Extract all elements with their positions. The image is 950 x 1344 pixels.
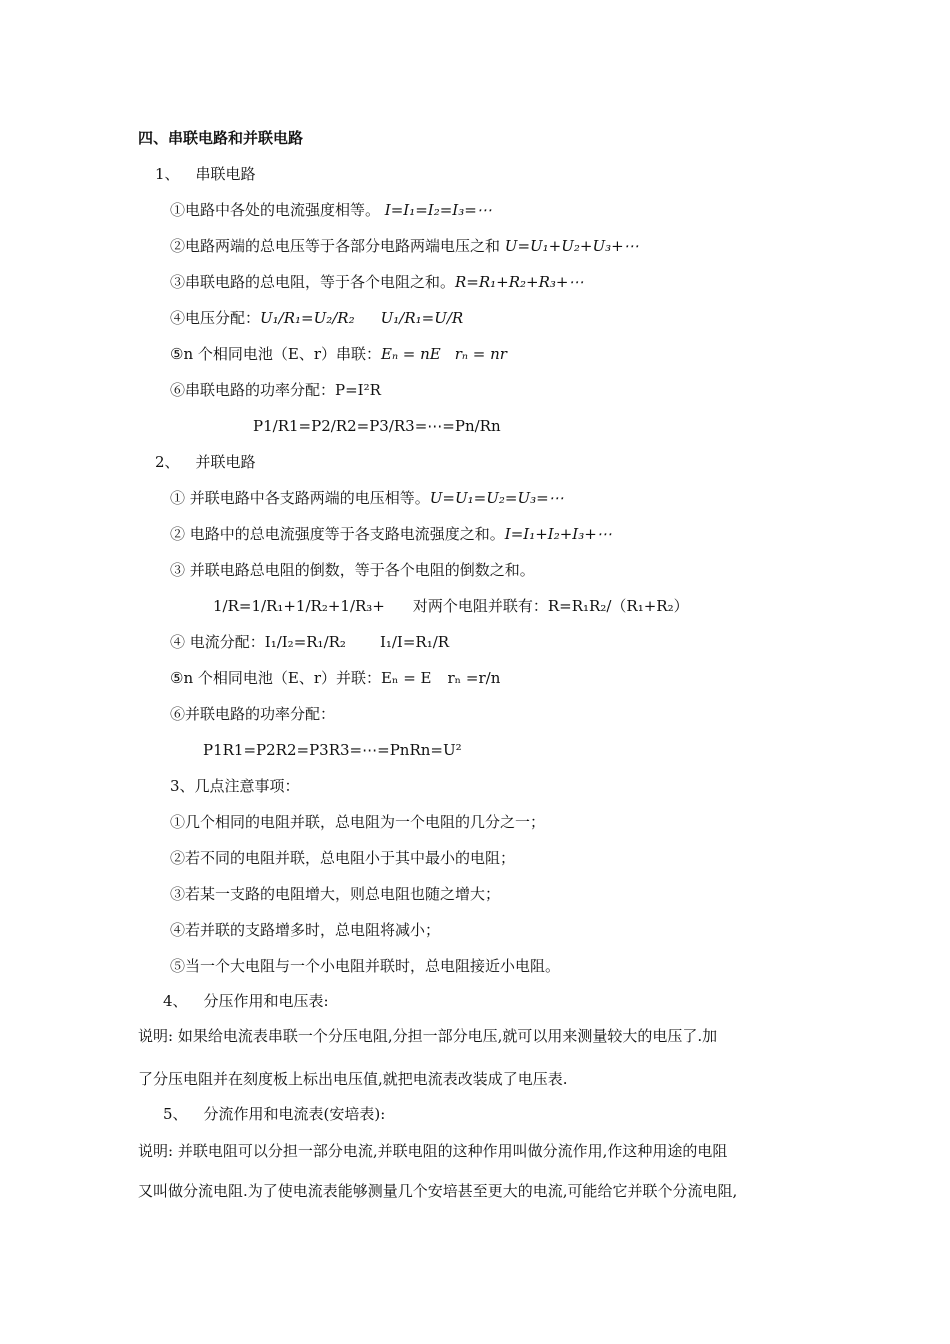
parallel-item-2-text: ② 电路中的总电流强度等于各支路电流强度之和。 [170,525,505,543]
parallel-heading-number: 2、 [155,453,180,471]
parallel-item-5 [170,668,500,688]
parallel-item-1-text: ① 并联电路中各支路两端的电压相等。 [170,489,430,507]
series-item-6-formula: P1/R1=P2/R2=P3/R3=⋯=Pn/Rn [253,417,501,435]
series-item-2-text: ②电路两端的总电压等于各部分电路两端电压之和 [170,237,501,255]
parallel-item-5-text: ⑤n 个相同电池（E、r）并联：Eₙ = E [170,669,432,687]
parallel-item-6-formula: P1R1=P2R2=P3R3=⋯=PnRn=U² [203,741,462,759]
series-item-3 [170,272,584,292]
series-heading-text: 串联电路 [195,165,256,183]
series-item-5-formula-b: rₙ = nr [454,345,507,363]
ammeter-heading-number: 5、 [163,1105,188,1123]
parallel-item-6: ⑥并联电路的功率分配： [170,705,336,723]
parallel-item-5-formula: rₙ =r/n [447,669,501,687]
series-item-6-text: ⑥串联电路的功率分配：P=I²R [170,381,381,399]
parallel-item-2-formula: I=I₁+I₂+I₃+⋯ [504,525,612,543]
series-item-4-formula-b: U₁/R₁=U/R [380,309,464,327]
parallel-item-2 [170,524,612,544]
series-item-5-formula-a: Eₙ = nE [381,345,441,363]
ammeter-paragraph-line-2: 又叫做分流电阻.为了使电流表能够测量几个安培甚至更大的电流,可能给它并联个分流电阻, [138,1182,738,1200]
parallel-item-4-formula: I₁/I=R₁/R [379,633,450,651]
series-item-5-text: ⑤n 个相同电池（E、r）串联： [170,345,381,363]
note-item: ①几个相同的电阻并联，总电阻为一个电阻的几分之一； [170,813,546,831]
series-item-4 [170,308,463,328]
parallel-item-3-formulas [213,596,689,616]
series-item-4-formula-a: U₁/R₁=U₂/R₂ [260,309,355,327]
note-item: ⑤当一个大电阻与一个小电阻并联时，总电阻接近小电阻。 [170,957,561,975]
parallel-item-1 [170,488,564,508]
series-item-6 [170,380,381,400]
voltmeter-heading [163,991,329,1011]
series-item-2-formula: U=U₁+U₂+U₃+⋯ [504,237,639,255]
series-item-3-text: ③串联电路的总电阻，等于各个电阻之和。 [170,273,456,291]
ammeter-paragraph-line-1: 说明: 并联电阻可以分担一部分电流,并联电阻的这种作用叫做分流作用,作这种用途的电阻 [138,1142,728,1160]
parallel-item-4 [170,632,449,652]
series-item-5 [170,344,507,364]
series-item-1-text: ①电路中各处的电流强度相等。 [170,201,381,219]
voltmeter-heading-number: 4、 [163,992,188,1010]
parallel-heading [155,452,256,472]
note-item: ④若并联的支路增多时，总电阻将减小； [170,921,441,939]
note-item: ②若不同的电阻并联，总电阻小于其中最小的电阻； [170,849,516,867]
ammeter-heading-text: 分流作用和电流表(安培表): [203,1105,386,1123]
parallel-item-1-formula: U=U₁=U₂=U₃=⋯ [429,489,564,507]
series-item-4-text: ④电压分配： [170,309,261,327]
series-heading [155,164,256,184]
voltmeter-paragraph-line-2: 了分压电阻并在刻度板上标出电压值,就把电流表改装成了电压表. [138,1070,568,1088]
series-item-2 [170,236,639,256]
voltmeter-heading-text: 分压作用和电压表: [203,992,329,1010]
voltmeter-paragraph-line-1: 说明: 如果给电流表串联一个分压电阻,分担一部分电压,就可以用来测量较大的电压了.加 [138,1027,718,1045]
series-heading-number: 1、 [155,165,180,183]
note-item: ③若某一支路的电阻增大，则总电阻也随之增大； [170,885,501,903]
parallel-item-3-formula-a: 1/R=1/R₁+1/R₂+1/R₃+ [213,597,385,615]
series-item-3-formula: R=R₁+R₂+R₃+⋯ [455,273,584,291]
series-item-1 [170,200,492,220]
notes-heading: 3、几点注意事项： [170,777,300,795]
parallel-item-4-text: ④ 电流分配：I₁/I₂=R₁/R₂ [170,633,346,651]
parallel-heading-text: 并联电路 [195,453,256,471]
ammeter-heading [163,1104,385,1124]
parallel-item-3 [170,560,535,580]
series-item-1-formula: I=I₁=I₂=I₃=⋯ [384,201,492,219]
parallel-item-3-formula-b: 对两个电阻并联有：R=R₁R₂/（R₁+R₂） [412,597,689,615]
section-title: 四、串联电路和并联电路 [138,129,304,147]
parallel-item-3-text: ③ 并联电路总电阻的倒数，等于各个电阻的倒数之和。 [170,561,535,579]
